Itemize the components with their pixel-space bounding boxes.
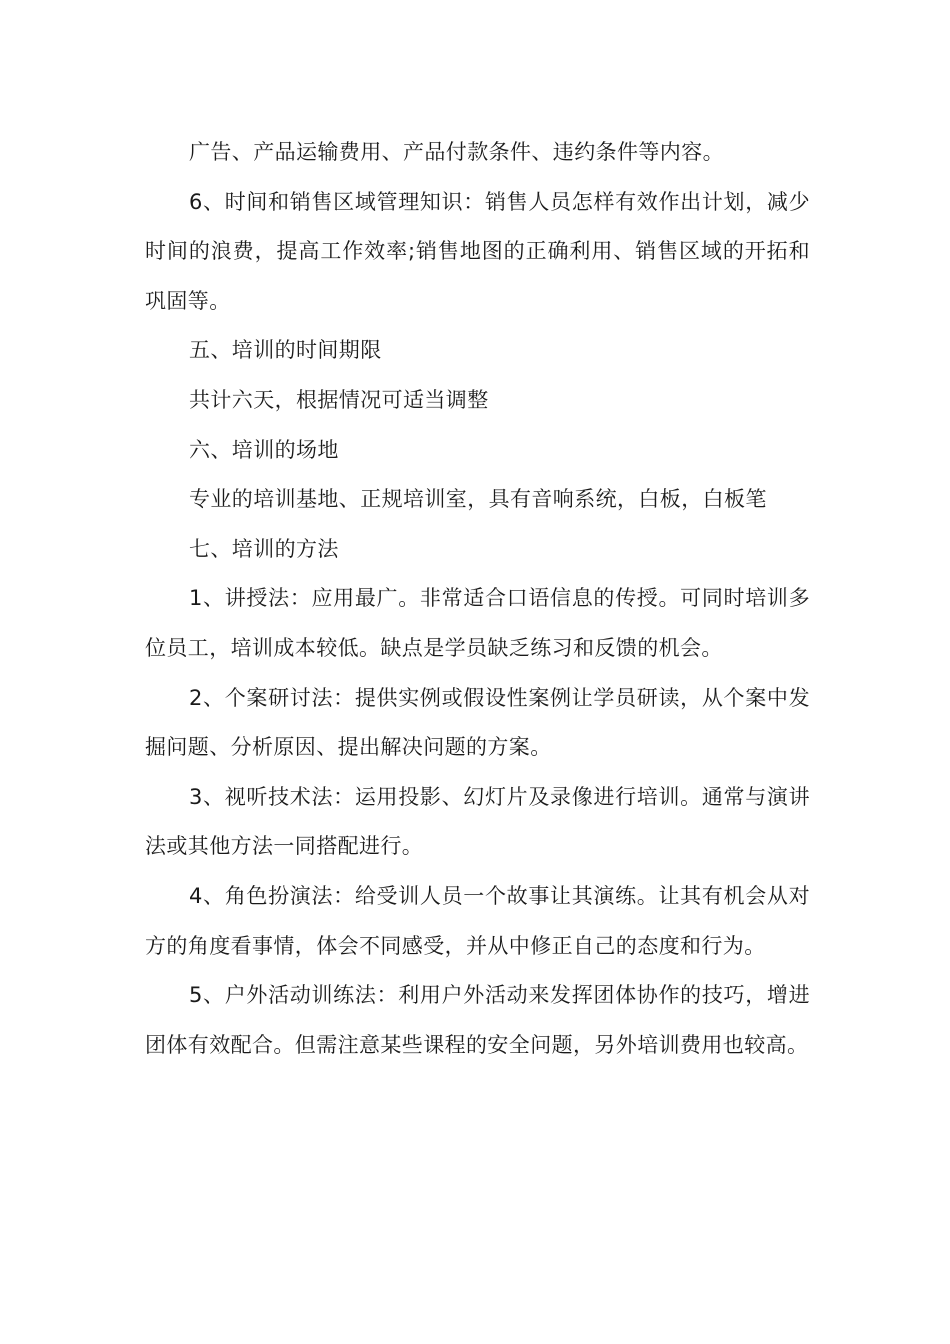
section-heading-training-methods: 七、培训的方法 <box>189 536 339 561</box>
paragraph-method-outdoor: 5、户外活动训练法：利用户外活动来发挥团体协作的技巧，增进团体有效配合。但需注意某些课程的安全问题，另外培训费用也较高。 <box>145 983 810 1057</box>
paragraph-venue-detail: 专业的培训基地、正规培训室，具有音响系统，白板，白板笔 <box>189 487 767 512</box>
section-heading-training-venue: 六、培训的场地 <box>189 437 339 462</box>
paragraph-continuation: 广告、产品运输费用、产品付款条件、违约条件等内容。 <box>189 140 724 164</box>
paragraph-method-role-play: 4、角色扮演法：给受训人员一个故事让其演练。让其有机会从对方的角度看事情，体会不同感受，并从中修正自己的态度和行为。 <box>145 883 810 958</box>
paragraph-item-6-time-territory: 6、时间和销售区域管理知识：销售人员怎样有效作出计划，减少时间的浪费，提高工作效率;销售地图的正确利用、销售区域的开拓和巩固等。 <box>145 189 810 313</box>
section-heading-training-duration: 五、培训的时间期限 <box>189 338 382 363</box>
paragraph-method-case-study: 2、个案研讨法：提供实例或假设性案例让学员研读，从个案中发掘问题、分析原因、提出解决问题的方案。 <box>145 685 810 760</box>
document-body <box>145 128 810 1070</box>
paragraph-duration-detail: 共计六天，根据情况可适当调整 <box>189 387 489 412</box>
paragraph-method-lecture: 1、讲授法：应用最广。非常适合口语信息的传授。可同时培训多位员工，培训成本较低。缺点是学员缺乏练习和反馈的机会。 <box>145 586 810 660</box>
paragraph-method-audiovisual: 3、视听技术法：运用投影、幻灯片及录像进行培训。通常与演讲法或其他方法一同搭配进行。 <box>145 784 810 859</box>
